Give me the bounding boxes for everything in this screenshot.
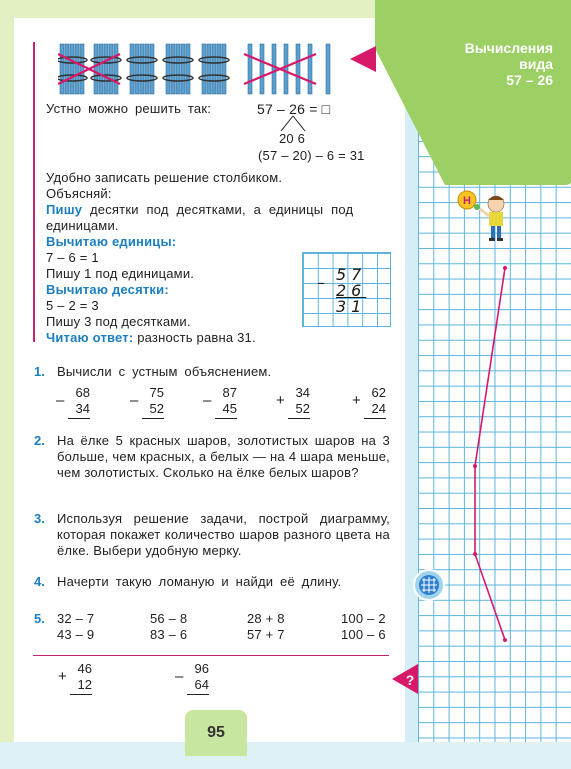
column-problem-1 <box>56 385 90 420</box>
column-tip: Удобно записать решение столбиком. <box>46 170 283 185</box>
grid-badge-icon <box>413 569 445 601</box>
extra-problem-1 <box>58 661 92 696</box>
explain-label: Объясняй: <box>46 186 112 201</box>
result-line <box>142 418 164 419</box>
task-5-number: 5. <box>34 611 45 626</box>
question-icon <box>390 662 420 696</box>
operand-b: 12 <box>77 677 92 692</box>
bottom-rule <box>33 655 389 656</box>
task-1-text: Вычисли с устным объяснением. <box>57 364 272 379</box>
result-line <box>364 418 386 419</box>
result-line <box>187 694 209 695</box>
topic-line-3: 57 – 26 <box>506 72 553 88</box>
column-problem-5 <box>352 385 386 420</box>
topic-title <box>420 40 565 88</box>
units-equation: 7 – 6 = 1 <box>46 250 99 265</box>
answer-label: Читаю ответ: <box>46 330 134 345</box>
task-4-text: Начерти такую ломаную и найди её длину. <box>57 574 342 589</box>
operator: + <box>276 392 285 409</box>
operator: – <box>203 392 212 409</box>
counting-sticks-illustration <box>58 40 348 98</box>
left-rule <box>33 42 35 342</box>
t5-r2c2: 83 – 6 <box>150 627 188 642</box>
t5-r1c2: 56 – 8 <box>150 611 188 626</box>
task-3-number: 3. <box>34 511 45 526</box>
result-line <box>70 694 92 695</box>
task-2-number: 2. <box>34 433 45 448</box>
oral-hint: Устно можно решить так: <box>46 101 212 116</box>
operand-a: 87 <box>222 385 237 400</box>
page-number: 95 <box>185 710 247 756</box>
badge-letter: Н <box>463 195 471 207</box>
broken-line-drawing <box>440 258 520 648</box>
write-text-cont: единицами. <box>46 218 119 233</box>
task-4-number: 4. <box>34 574 45 589</box>
column-problem-4 <box>276 385 310 420</box>
operand-b: 34 <box>75 401 90 416</box>
operand-b: 64 <box>194 677 209 692</box>
operand-b: 52 <box>149 401 164 416</box>
operand-b: 52 <box>295 401 310 416</box>
boy-character-icon <box>457 190 517 252</box>
result-line <box>68 418 90 419</box>
topic-line-2: вида <box>519 56 553 72</box>
operator: + <box>58 668 67 685</box>
column-problem-2 <box>130 385 164 420</box>
topic-line-1: Вычисления <box>464 40 553 56</box>
t5-r2c3: 57 + 7 <box>247 627 285 642</box>
write-text: десятки под десятками, а единицы под <box>90 202 354 217</box>
write-step <box>46 202 391 218</box>
answer-text: разность равна 31. <box>137 330 256 345</box>
column-problem-3 <box>203 385 237 420</box>
operand-a: 46 <box>77 661 92 676</box>
write-label: Пишу <box>46 202 83 217</box>
result-line <box>215 418 237 419</box>
operand-b: 24 <box>371 401 386 416</box>
t5-r1c1: 32 – 7 <box>57 611 95 626</box>
subtrahend: 26 <box>336 281 367 300</box>
operand-b: 45 <box>222 401 237 416</box>
result-line <box>288 418 310 419</box>
operator: + <box>352 392 361 409</box>
tens-equation: 5 – 2 = 3 <box>46 298 99 313</box>
operator: – <box>56 392 65 409</box>
grouped-equation: (57 – 20) – 6 = 31 <box>258 148 365 163</box>
operand-a: 96 <box>194 661 209 676</box>
t5-r2c4: 100 – 6 <box>341 627 386 642</box>
task-3-text: Используя решение задачи, построй диаграмму, которая покажет количество шаров разного цвета на ёлке. Выбери удобную мерку. <box>57 511 390 558</box>
minuend: 57 <box>336 265 367 284</box>
example-equation: 57 – 26 = □ <box>257 101 331 117</box>
split-parts: 20 6 <box>279 131 306 146</box>
task-2-text: На ёлке 5 красных шаров, золотистых шаров на 3 больше, чем красных, а белых — на 4 шара меньше, чем золотистых. Сколько на ёлке белых шаров? <box>57 433 390 480</box>
minus-sign: – <box>317 273 325 292</box>
operand-a: 75 <box>149 385 164 400</box>
tens-note: Пишу 3 под десятками. <box>46 314 191 329</box>
operator: – <box>130 392 139 409</box>
t5-r1c4: 100 – 2 <box>341 611 386 626</box>
answer-line <box>46 330 256 346</box>
operand-a: 34 <box>295 385 310 400</box>
operand-a: 62 <box>371 385 386 400</box>
extra-problem-2 <box>175 661 209 696</box>
units-note: Пишу 1 под единицами. <box>46 266 195 281</box>
t5-r1c3: 28 + 8 <box>247 611 285 626</box>
subtract-units-label: Вычитаю единицы: <box>46 234 177 249</box>
t5-r2c1: 43 – 9 <box>57 627 95 642</box>
task-1-number: 1. <box>34 364 45 379</box>
subtract-tens-label: Вычитаю десятки: <box>46 282 169 297</box>
operand-a: 68 <box>75 385 90 400</box>
left-strip <box>0 0 14 769</box>
operator: – <box>175 668 184 685</box>
question-mark: ? <box>405 672 415 688</box>
pointer-triangle-icon <box>348 44 378 74</box>
bottom-strip <box>0 742 571 769</box>
difference: 31 <box>336 297 367 316</box>
